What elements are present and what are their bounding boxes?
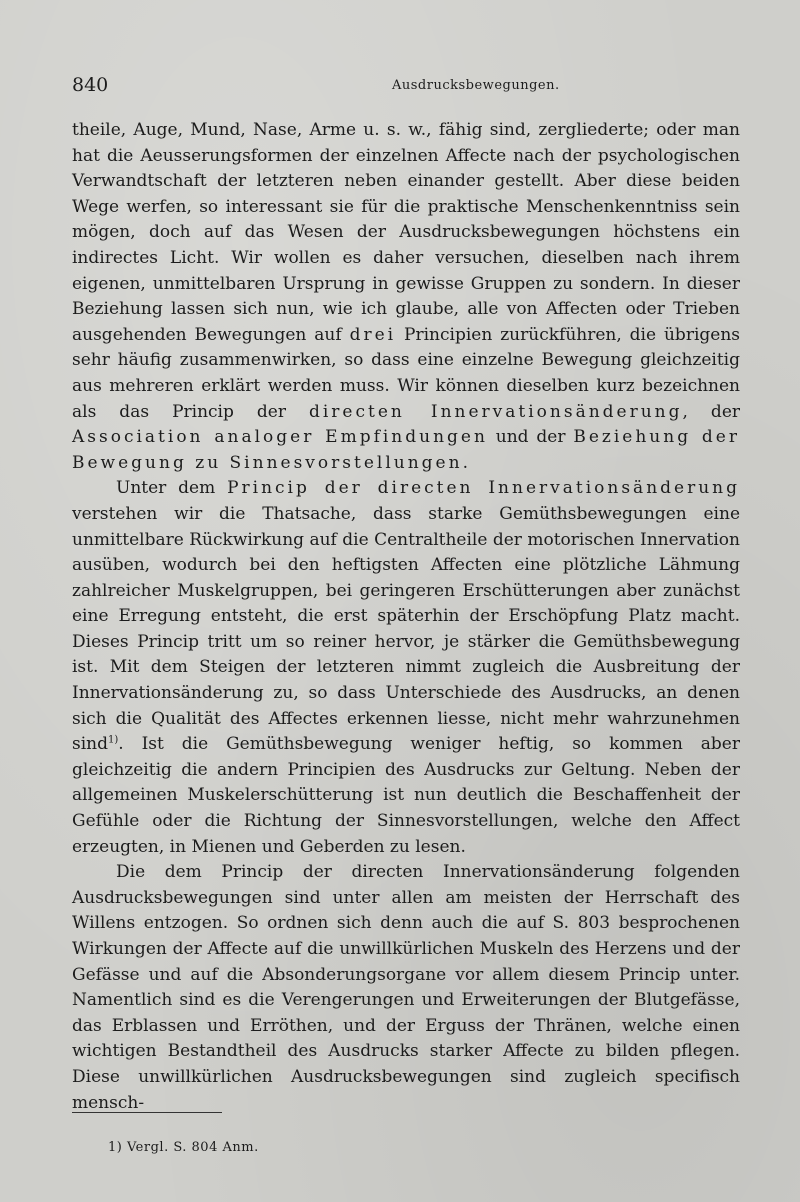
text-run: . Ist die Gemüthsbewegung weniger heftig, so kommen aber gleichzeitig die andern Principien des Ausdrucks zur Geltung. Neben der allgemeinen Muskelerschütterung ist nun deutlich die Beschaffenheit der Gefühle oder die Richtung der Sinnesvorstellungen, welche den Affect erzeugten, in Mienen und Geberden zu lesen.: [72, 734, 740, 857]
paragraph: [72, 860, 740, 1116]
paragraph: [72, 476, 740, 860]
emphasized-text: drei: [349, 324, 397, 345]
paragraph: [72, 118, 740, 476]
text-run: Unter dem: [116, 478, 228, 499]
emphasized-text: directen Innervationsänderung: [308, 401, 683, 422]
text-run: Principien zurückführen, die übrigens sehr häufig zusammenwirken, so dass eine einzelne Bewegung gleichzeitig aus mehreren erklärt werden muss. Wir können dieselben kurz bezeichnen als das Princip der: [72, 324, 740, 422]
text-run: theile, Auge, Mund, Nase, Arme u. s. w., fähig sind, zergliederte; oder man hat die Aeusserungsformen der einzelnen Affecte nach der psychologischen Verwandtschaft der letzteren neben einander gestellt. Aber diese beiden Wege werfen, so interessant sie für die praktische Menschenkenntniss sein mögen, doch auf das Wesen der Ausdrucksbewegungen höchstens ein indirectes Licht. Wir wollen es daher versuchen, dieselben nach ihrem eigenen, unmittelbaren Ursprung in gewisse Gruppen zu sondern. In dieser Beziehung lassen sich nun, wie ich glaube, alle von Affecten oder Trieben ausgehenden Bewegungen auf: [72, 120, 740, 345]
page-number: 840: [72, 74, 109, 96]
footnote-divider: [72, 1112, 222, 1113]
footnote-text: Vergl. S. 804 Anm.: [126, 1140, 259, 1155]
text-run: .: [462, 452, 468, 473]
text-run: Die dem Princip der directen Innervationsänderung folgenden Ausdrucksbewegungen sind unter allen am meisten der Herrschaft des Willens entzogen. So ordnen sich denn auch die auf S. 803 besprochenen Wirkungen der Affecte auf die unwillkürlichen Muskeln des Herzens und der Gefässe und auf die Absonderungsorgane vor allem diesem Princip unter. Namentlich sind es die Verengerungen und Erweiterungen der Blutgefässe, das Erblassen und Erröthen, und der Erguss der Thränen, welche einen wichtigen Bestandtheil des Ausdrucks starker Affecte zu bilden pflegen. Diese unwillkürlichen Ausdrucksbewegungen sind zugleich specifisch mensch-: [72, 862, 740, 1113]
page-header: [72, 74, 740, 102]
running-head: Ausdrucksbewegungen.: [392, 78, 560, 93]
emphasized-text: Princip der directen Innervationsänderung: [227, 478, 740, 499]
footnote: [108, 1140, 259, 1155]
body-text: [72, 118, 740, 1116]
emphasized-text: Beziehung der Bewegung zu Sinnesvorstellungen: [72, 427, 740, 473]
text-run: verstehen wir die Thatsache, dass starke Gemüthsbewegungen eine unmittelbare Rückwirkung auf die Centraltheile der motorischen Innervation ausüben, wodurch bei den heftigsten Affecten eine plötzliche Lähmung zahlreicher Muskelgruppen, bei geringeren Erschütterungen aber zunächst eine Erregung entsteht, die erst späterhin der Erschöpfung Platz macht. Dieses Princip tritt um so reiner hervor, je stärker die Gemüthsbewegung ist. Mit dem Steigen der letzteren nimmt zugleich die Ausbreitung der Innervationsänderung zu, so dass Unterschiede des Ausdrucks, an denen sich die Qualität des Affectes erkennen liesse, nicht mehr wahrzunehmen sind: [72, 503, 740, 755]
text-run: und der: [487, 427, 574, 448]
footnote-marker: 1): [108, 1140, 123, 1155]
text-run: , der: [682, 401, 741, 422]
footnote-reference: 1): [108, 734, 119, 746]
emphasized-text: Association analoger Empfindungen: [72, 427, 488, 448]
